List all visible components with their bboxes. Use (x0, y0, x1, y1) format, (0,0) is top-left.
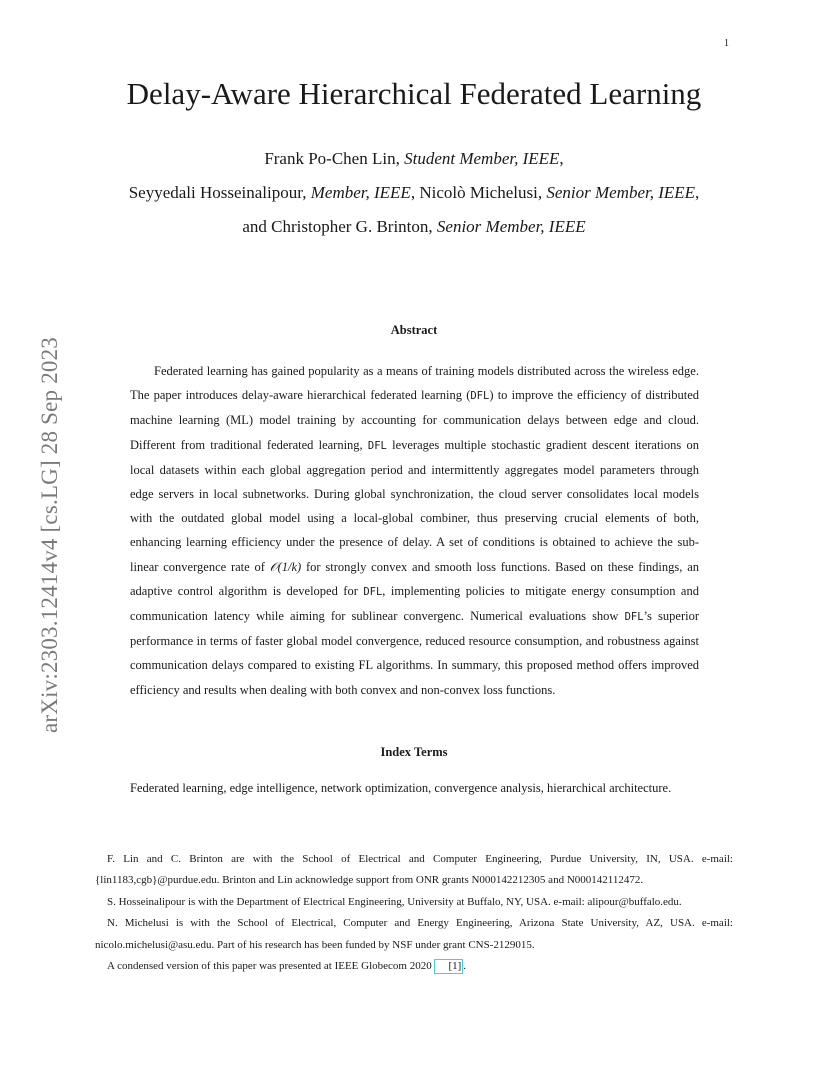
abstract-segment: ) to improve the efficiency of distributed machine learning (ML) model training by accounting for communication delays between edge and cloud. Different from traditional federated learning, (130, 388, 699, 452)
abstract-segment: , implementing policies to mitigate energy consumption and communication latency while aiming for sublinear convergenc. Numerical evaluations show (130, 583, 699, 624)
author-separator: , (559, 149, 564, 168)
footnotes (95, 849, 733, 977)
footnote-affiliation-hosseinalipour: S. Hosseinalipour is with the Department of Electrical Engineering, University at Buffalo, NY, USA. e-mail: alipour@buffalo.edu. (107, 895, 682, 908)
footnote-conference-version (95, 956, 733, 977)
author-name: Seyyedali Hosseinalipour, (128, 183, 311, 202)
abstract-segment: leverages multiple stochastic gradient descent iterations on local datasets within each global aggregation period and intermittently aggregates model parameters through edge servers in local subnetworks. During global synchronization, the cloud server consolidates local models with the outdated global model using a local-global combiner, thus preserving crucial elements of both, enhancing learning efficiency under the presence of delay. A set of conditions is obtained to achieve the sub-linear convergence rate of (130, 437, 699, 574)
convergence-rate-formula: 𝒪(1/k) (269, 559, 302, 574)
index-terms-heading: Index Terms (380, 745, 448, 759)
author-line-3 (0, 210, 828, 244)
author-line-2 (0, 176, 828, 210)
author-membership: Senior Member, IEEE (436, 217, 586, 236)
index-terms-text: Federated learning, edge intelligence, network optimization, convergence analysis, hierarchical architecture. (130, 781, 672, 795)
acronym-dfl: DFL (624, 611, 644, 624)
abstract-segment: Federated learning has gained popularity as a means of training models distributed across the wireless edge. The paper introduces delay-aware hierarchical federated learning ( (130, 364, 699, 403)
citation-link[interactable]: [1] (434, 959, 463, 974)
acronym-dfl: DFL (363, 585, 383, 598)
author-line-1 (0, 142, 828, 176)
acronym-dfl: DFL (470, 390, 490, 403)
footnote-affiliation-lin-brinton: F. Lin and C. Brinton are with the School of Electrical and Computer Engineering, Purdue University, IN, USA. e-mail: {lin1183,cgb}@purdue.edu. Brinton and Lin acknowledge support from ONR grants N000142212305 and N000142112472. (95, 853, 733, 887)
author-name: Frank Po-Chen Lin, (264, 149, 405, 168)
author-separator: , (695, 183, 700, 202)
arxiv-identifier-stamp: arXiv:2303.12414v4 [cs.LG] 28 Sep 2023 (37, 337, 62, 733)
abstract-text (130, 359, 699, 702)
footnote-end: . (463, 960, 467, 973)
author-name: and Christopher G. Brinton, (242, 217, 437, 236)
page-number: 1 (724, 38, 729, 49)
author-membership: Member, IEEE (310, 183, 411, 202)
footnote-text: A condensed version of this paper was presented at IEEE Globecom 2020 (107, 960, 435, 973)
footnote-affiliation-michelusi: N. Michelusi is with the School of Electrical, Computer and Energy Engineering, Arizona State University, AZ, USA. e-mail: nicolo.michelusi@asu.edu. Part of his research has been funded by NSF under grant CNS-2129015. (95, 917, 733, 951)
abstract-segment: for strongly convex and smooth loss functions. Based on these findings, an adaptive control algorithm is developed for (130, 559, 699, 598)
author-block (0, 142, 828, 244)
acronym-dfl: DFL (367, 439, 387, 452)
abstract-heading: Abstract (390, 323, 438, 337)
paper-title: Delay-Aware Hierarchical Federated Learning (126, 76, 702, 111)
author-name: , Nicolò Michelusi, (410, 183, 547, 202)
author-membership: Student Member, IEEE (404, 149, 560, 168)
author-membership: Senior Member, IEEE (546, 183, 696, 202)
abstract-segment: ’s superior performance in terms of faster global model convergence, reduced resource consumption, and robustness against communication delays compared to existing FL algorithms. In summary, this proposed method offers improved efficiency and results when dealing with both convex and non-convex loss functions. (130, 609, 699, 697)
